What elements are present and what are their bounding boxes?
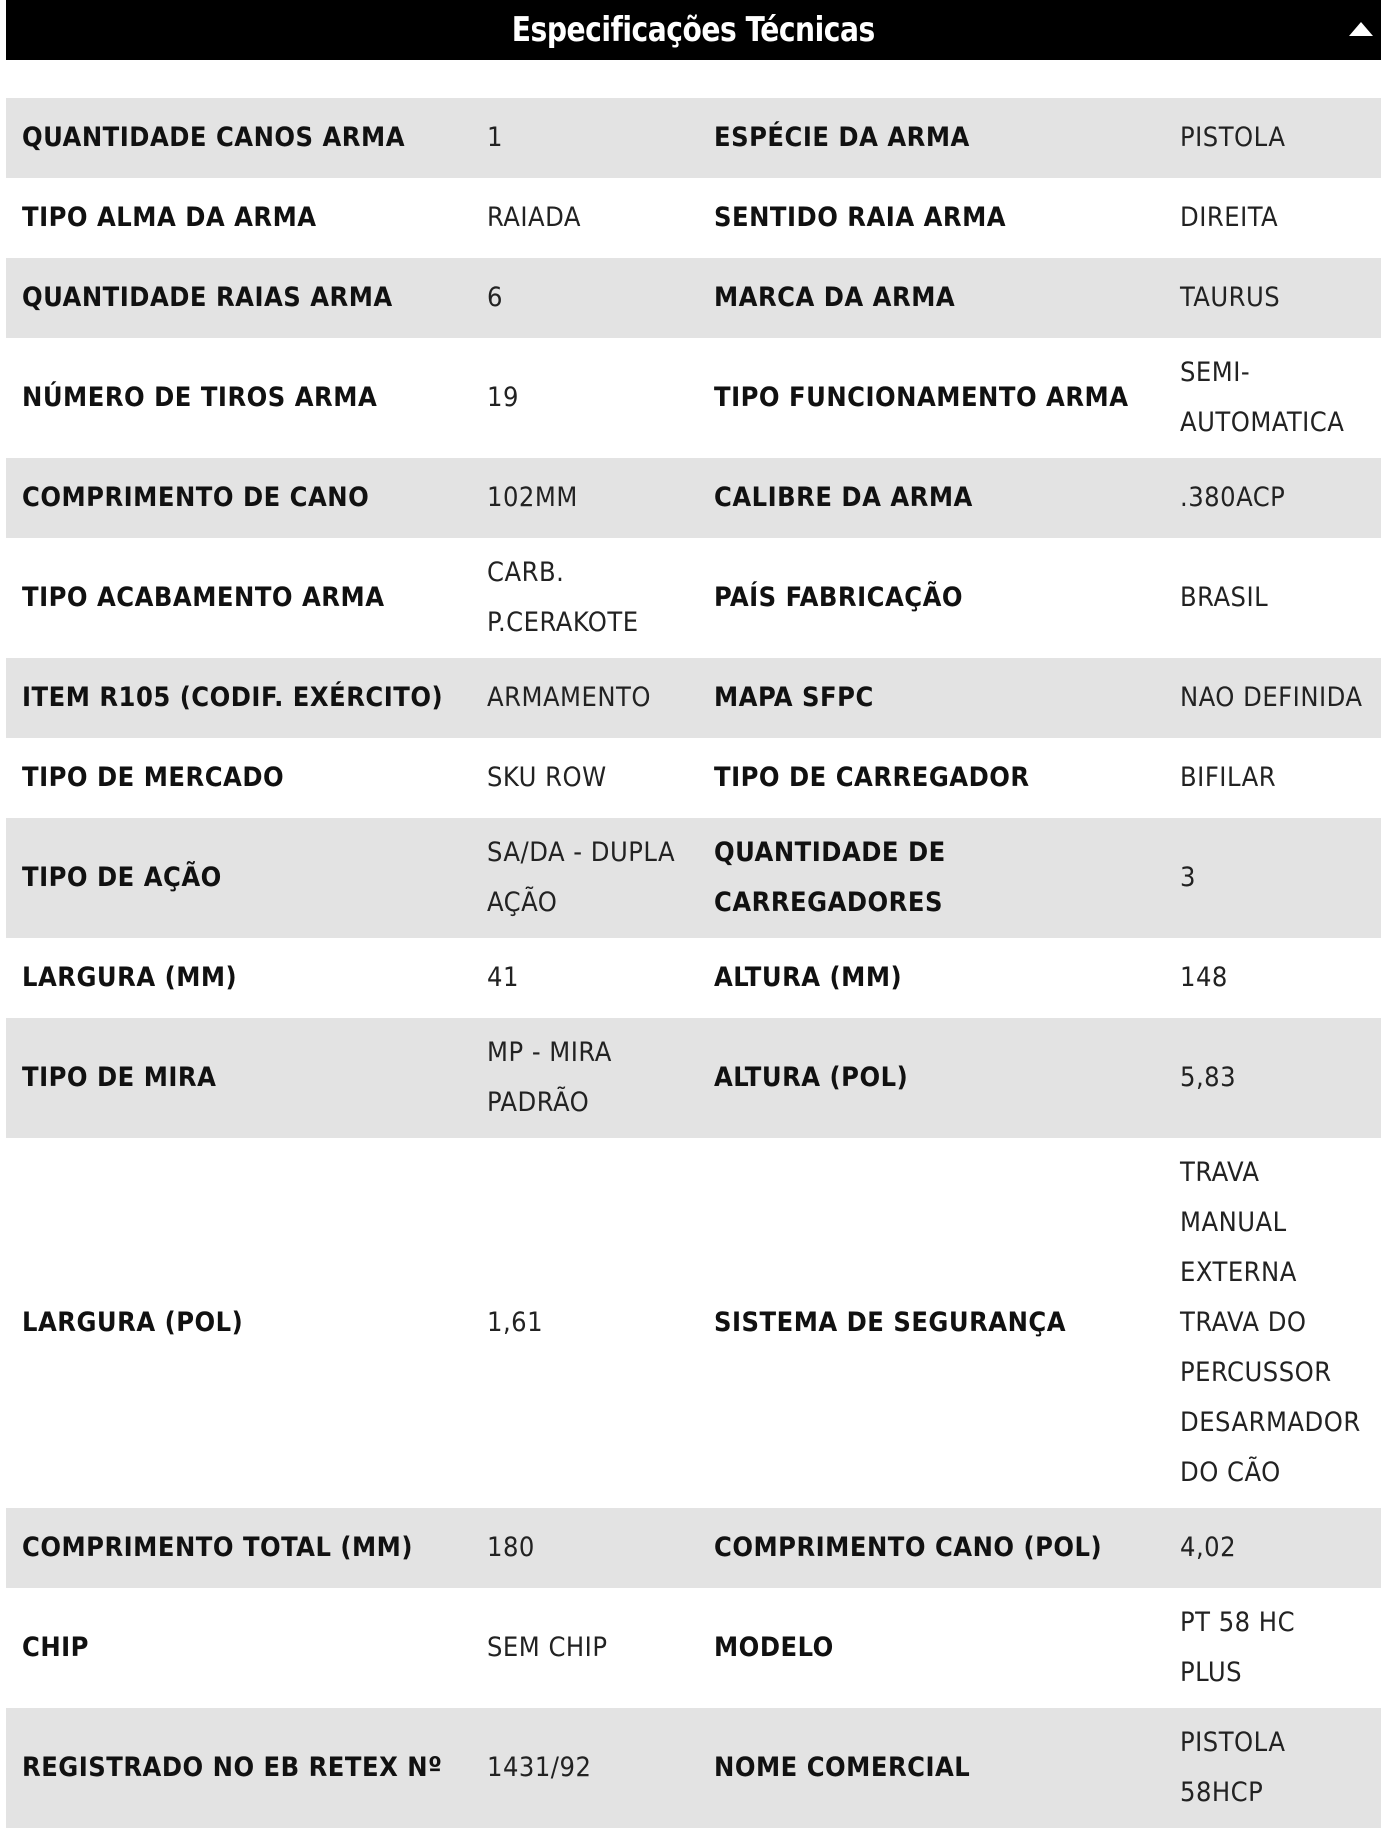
spec-value-line: EXTERNA [1180,1257,1297,1288]
spec-value-line: PADRÃO [487,1087,590,1118]
spec-label: TIPO DE MERCADO [6,738,471,818]
spec-value-line: DIREITA [1180,202,1279,233]
spec-value-line: 148 [1180,962,1228,993]
spec-value-line: 1 [487,122,503,153]
spec-row [6,658,1381,738]
spec-label: TIPO DE MIRA [6,1018,471,1138]
spec-value-line: TRAVA DO [1180,1307,1307,1338]
spec-label: NOME COMERCIAL [698,1708,1164,1828]
spec-value-line: 5,83 [1180,1062,1237,1093]
spec-value [471,1138,698,1508]
spec-value [471,818,698,938]
spec-value-line: TAURUS [1180,282,1281,313]
spec-row [6,538,1381,658]
spec-value-line: NAO DEFINIDA [1180,682,1363,713]
spec-label: TIPO DE CARREGADOR [698,738,1164,818]
spec-value-line: PERCUSSOR [1180,1357,1332,1388]
spec-row [6,458,1381,538]
spec-row [6,1708,1381,1828]
spec-value-line: BRASIL [1180,582,1269,613]
spec-row [6,1508,1381,1588]
spec-label: ESPÉCIE DA ARMA [698,98,1164,178]
spec-value [471,938,698,1018]
spec-value [471,258,698,338]
spec-label: NÚMERO DE TIROS ARMA [6,338,471,458]
spec-value-line: 6 [487,282,503,313]
spec-row [6,1138,1381,1508]
spec-label: COMPRIMENTO TOTAL (MM) [6,1508,471,1588]
spec-value [1164,1708,1381,1828]
spec-value-line: SEMI- [1180,357,1251,388]
spec-value [1164,1018,1381,1138]
spec-value-line: PISTOLA 58HCP [1180,1727,1286,1808]
spec-value-line: DO CÃO [1180,1457,1281,1488]
spec-row [6,258,1381,338]
spec-value [1164,258,1381,338]
spec-value-line: MP - MIRA [487,1037,612,1068]
spec-value [1164,1588,1381,1708]
spec-value [1164,658,1381,738]
spec-label: QUANTIDADE CANOS ARMA [6,98,471,178]
collapse-caret-icon[interactable] [1349,22,1373,36]
spec-label: ALTURA (MM) [698,938,1164,1018]
spec-value-line: .380ACP [1180,482,1286,513]
spec-value-line: SA/DA - DUPLA [487,837,676,868]
spec-value [1164,538,1381,658]
spec-value-line: 19 [487,382,519,413]
spec-label: QUANTIDADE DE CARREGADORES [698,818,1164,938]
spec-label: SISTEMA DE SEGURANÇA [698,1138,1164,1508]
spec-value-line: P.CERAKOTE [487,607,639,638]
spec-value-line: CARB. [487,557,565,588]
spec-value [471,1508,698,1588]
spec-value-line: BIFILAR [1180,762,1277,793]
spec-row [6,818,1381,938]
spec-value-line: 4,02 [1180,1532,1237,1563]
spec-value-line: 1431/92 [487,1752,592,1783]
spec-value [471,1018,698,1138]
spec-label: MODELO [698,1588,1164,1708]
spec-value-line: 3 [1180,862,1196,893]
spec-label: PAÍS FABRICAÇÃO [698,538,1164,658]
spec-value-line: 180 [487,1532,535,1563]
spec-value [1164,338,1381,458]
section-title: Especificações Técnicas [511,10,876,50]
spec-value-line: AUTOMATICA [1180,407,1345,438]
spec-label: SENTIDO RAIA ARMA [698,178,1164,258]
spec-value [1164,938,1381,1018]
spec-value-line: ARMAMENTO [487,682,651,713]
spec-label: REGISTRADO NO EB RETEX Nº [6,1708,471,1828]
spec-value-line: SEM CHIP [487,1632,608,1663]
spec-label: CALIBRE DA ARMA [698,458,1164,538]
spec-value-line: 102MM [487,482,578,513]
spec-value [471,338,698,458]
spec-label: LARGURA (POL) [6,1138,471,1508]
spec-value-line: SKU ROW [487,762,607,793]
spec-value [471,178,698,258]
spec-label: MAPA SFPC [698,658,1164,738]
spec-label: ITEM R105 (CODIF. EXÉRCITO) [6,658,471,738]
spec-value-line: AÇÃO [487,887,558,918]
spec-value [471,658,698,738]
spec-label: COMPRIMENTO CANO (POL) [698,1508,1164,1588]
specs-table-body [6,98,1381,1828]
spec-label: MARCA DA ARMA [698,258,1164,338]
spec-row [6,1018,1381,1138]
spec-value [1164,458,1381,538]
spec-value [1164,1138,1381,1508]
spec-label: ALTURA (POL) [698,1018,1164,1138]
spec-value [1164,1508,1381,1588]
spec-value [1164,178,1381,258]
spec-value-line: DESARMADOR [1180,1407,1361,1438]
spec-value-line: RAIADA [487,202,582,233]
spec-value-line: TRAVA MANUAL [1180,1157,1287,1238]
spec-label: TIPO ACABAMENTO ARMA [6,538,471,658]
spec-value [1164,818,1381,938]
spec-label: LARGURA (MM) [6,938,471,1018]
spec-row [6,938,1381,1018]
spec-row [6,738,1381,818]
spec-value-line: 41 [487,962,519,993]
spec-row [6,98,1381,178]
spec-value-line: PISTOLA [1180,122,1286,153]
spec-row [6,178,1381,258]
spec-label: COMPRIMENTO DE CANO [6,458,471,538]
spec-value [471,538,698,658]
spec-value [471,458,698,538]
spec-label: TIPO ALMA DA ARMA [6,178,471,258]
spec-value [471,1588,698,1708]
spec-value-line: PT 58 HC PLUS [1180,1607,1296,1688]
specs-table [6,98,1381,1828]
specs-header[interactable] [6,0,1381,60]
spec-value [1164,738,1381,818]
spec-value-line: 1,61 [487,1307,544,1338]
spec-value [471,1708,698,1828]
spec-value [471,98,698,178]
spec-value [471,738,698,818]
spec-row [6,338,1381,458]
spec-label: TIPO DE AÇÃO [6,818,471,938]
spec-label: TIPO FUNCIONAMENTO ARMA [698,338,1164,458]
spec-value [1164,98,1381,178]
spec-label: CHIP [6,1588,471,1708]
spec-label: QUANTIDADE RAIAS ARMA [6,258,471,338]
spec-row [6,1588,1381,1708]
